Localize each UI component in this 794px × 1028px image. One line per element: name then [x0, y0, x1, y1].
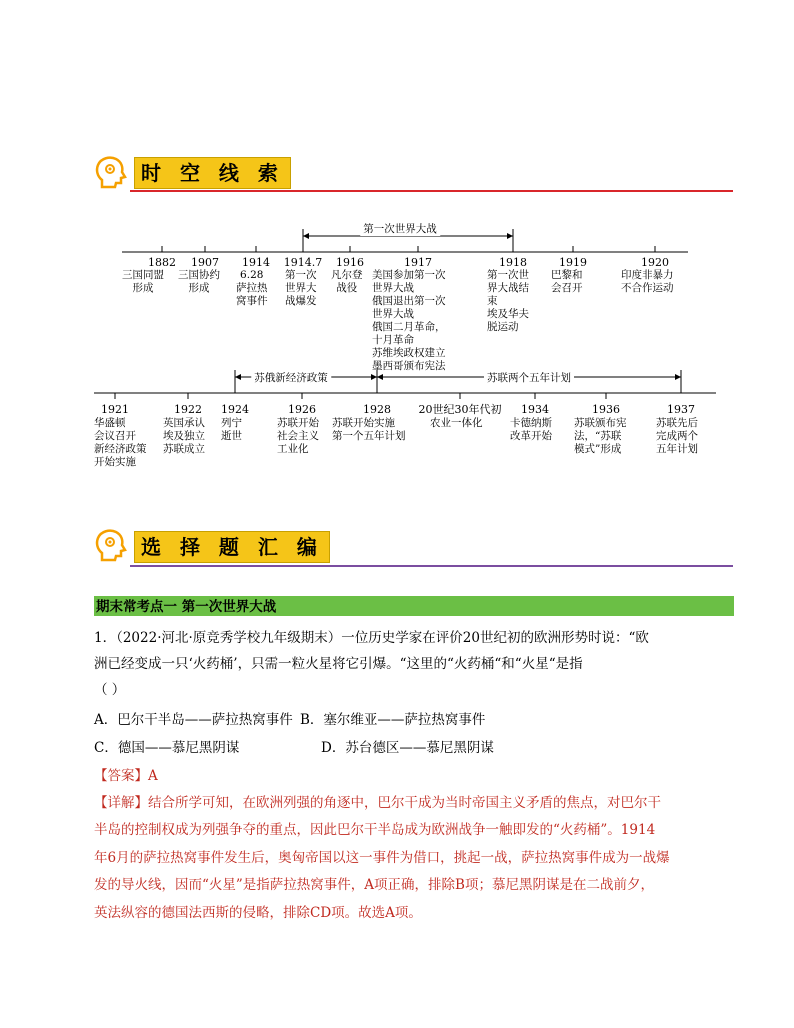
timeline-event-text: 列宁 逝世 — [221, 417, 242, 442]
year-label: 1920 — [641, 256, 669, 269]
section-title-questions: 选 择 题 汇 编 — [134, 531, 330, 563]
year-label: 1926 — [288, 403, 316, 416]
topic-heading-text: 期末常考点一 第一次世界大战 — [96, 599, 277, 615]
year-label: 1921 — [101, 403, 129, 416]
detail-line: 【详解】结合所学可知，在欧洲列强的角逐中，巴尔干成为当时帝国主义矛盾的焦点，对巴尔干 — [94, 795, 661, 811]
year-label: 1937 — [667, 403, 695, 416]
year-label: 20世纪30年代初 — [418, 403, 502, 416]
section-title-timeline: 时 空 线 索 — [134, 157, 291, 189]
detail-line: 英法纵容的德国法西斯的侵略，排除CD项。故选A项。 — [94, 905, 422, 921]
year-label: 1922 — [174, 403, 202, 416]
timeline-event-text: 三国协约 形成 — [178, 269, 220, 294]
question-stem-line1: 1．（2022·河北·原竞秀学校九年级期末）一位历史学家在评价20世纪初的欧洲形势时说：“欧 — [94, 630, 649, 646]
timeline-event-text: 华盛顿 会议召开 新经济政策 开始实施 — [94, 417, 147, 468]
year-label: 1918 — [499, 256, 527, 269]
timeline-event-text: 卡德纳斯 改革开始 — [510, 417, 552, 442]
span-label-five-year-plans: 苏联两个五年计划 — [484, 370, 574, 385]
year-label: 1917 — [404, 256, 432, 269]
timeline-event-text: 三国同盟 形成 — [122, 269, 164, 294]
section-divider — [130, 565, 733, 567]
timeline-event-text: 印度非暴力 不合作运动 — [621, 269, 674, 294]
year-label: 1924 — [221, 403, 249, 416]
timeline-event-text: 苏联先后 完成两个 五年计划 — [656, 417, 698, 455]
year-label: 1936 — [592, 403, 620, 416]
timeline-event-text: 农业一体化 — [430, 417, 483, 429]
year-label: 1916 — [336, 256, 364, 269]
year-label: 1928 — [363, 403, 391, 416]
timeline-event-text: 凡尔登 战役 — [331, 269, 363, 294]
year-label: 1907 — [191, 256, 219, 269]
topic-heading — [94, 596, 734, 616]
year-label: 1914.7 — [283, 256, 323, 269]
head-gear-icon — [92, 527, 128, 563]
timeline-event-text: 苏联开始 社会主义 工业化 — [277, 417, 319, 455]
span-label-nep: 苏俄新经济政策 — [251, 370, 331, 385]
year-label: 1882 — [148, 256, 176, 269]
year-label: 1919 — [559, 256, 587, 269]
option-c: C．德国——慕尼黑阴谋 — [94, 740, 240, 756]
option-b: B．塞尔维亚——萨拉热窝事件 — [300, 712, 486, 728]
timeline-event-text: 苏联开始实施 第一个五年计划 — [332, 417, 406, 442]
timeline-event-text: 第一次世 界大战结 束 埃及华夫 脱运动 — [487, 269, 529, 333]
timeline-event-text: 英国承认 埃及独立 苏联成立 — [163, 417, 205, 455]
span-label-ww1: 第一次世界大战 — [360, 221, 440, 236]
timeline-event-text: 6.28 萨拉热 窝事件 — [236, 269, 268, 307]
detail-line: 发的导火线，因而“火星”是指萨拉热窝事件，A项正确，排除B项；慕尼黑阴谋是在二战前夕， — [94, 877, 654, 893]
question-stem-line2: 洲已经变成一只‘火药桶’，只需一粒火星将它引爆。“这里的“火药桶“和“火星“是指 — [94, 656, 583, 672]
option-a: A．巴尔干半岛——萨拉热窝事件 — [94, 712, 293, 728]
detail-line: 年6月的萨拉热窝事件发生后，奥匈帝国以这一事件为借口，挑起一战，萨拉热窝事件成为一战爆 — [94, 850, 670, 866]
timeline-event-text: 巴黎和 会召开 — [551, 269, 583, 294]
answer-parentheses: （ ） — [94, 682, 126, 698]
year-label: 1934 — [521, 403, 549, 416]
year-label: 1914 — [242, 256, 270, 269]
option-d: D．苏台德区——慕尼黑阴谋 — [321, 740, 494, 756]
answer-label: 【答案】A — [94, 768, 158, 784]
timeline-event-text: 美国参加第一次 世界大战 俄国退出第一次 世界大战 俄国二月革命， 十月革命 苏维埃政权建立 墨西哥颁布宪法 — [372, 269, 446, 372]
timeline-event-text: 第一次 世界大 战爆发 — [285, 269, 317, 307]
timeline-event-text: 苏联颁布宪 法，“苏联 模式”形成 — [574, 417, 627, 455]
detail-line: 半岛的控制权成为列强争夺的重点，因此巴尔干半岛成为欧洲战争一触即发的“火药桶”。1914 — [94, 822, 656, 838]
